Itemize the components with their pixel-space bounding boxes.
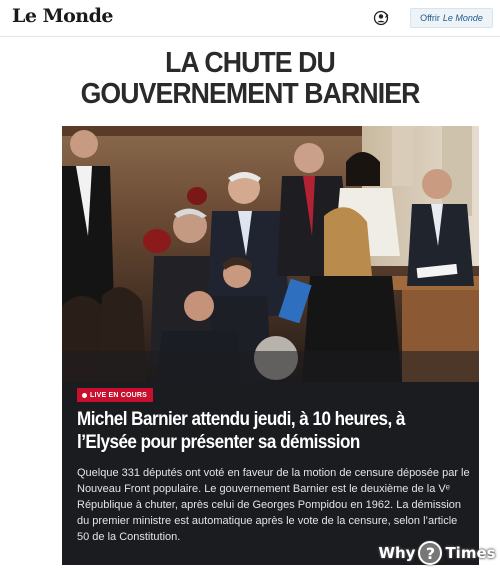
why-times-watermark (378, 538, 496, 568)
account-icon[interactable] (373, 10, 389, 26)
live-dot-icon (82, 393, 87, 398)
le-monde-logo[interactable]: Le Monde (12, 5, 113, 27)
assembly-photo-illustration (62, 126, 479, 382)
watermark-left: Why (378, 544, 416, 562)
site-header (0, 0, 500, 37)
offer-label: Offrir (420, 13, 440, 23)
live-badge (77, 388, 153, 402)
article-summary: Quelque 331 députés ont voté en faveur de la motion de censure déposée par le Nouveau Front populaire. Le gouvernement Barnier est le deuxième de la Vᵉ République à chuter, après celui de Georges Pompidou en 1962. La démission du premier ministre est automatique après le vote de la censure, selon l’article 50 de la Constitution. (77, 467, 470, 543)
question-mark-icon: ? (418, 541, 442, 565)
page-headline: LA CHUTE DU GOUVERNEMENT BARNIER (80, 47, 420, 110)
article-title[interactable]: Michel Barnier attendu jeudi, à 10 heures, à l’Elysée pour présenter sa démission (77, 409, 405, 453)
live-badge-label: LIVE EN COURS (90, 391, 148, 399)
offer-le-monde-button[interactable] (410, 8, 493, 28)
watermark-right: Times (445, 544, 496, 562)
offer-brand: Le Monde (442, 13, 483, 23)
article-photo[interactable] (62, 126, 479, 382)
